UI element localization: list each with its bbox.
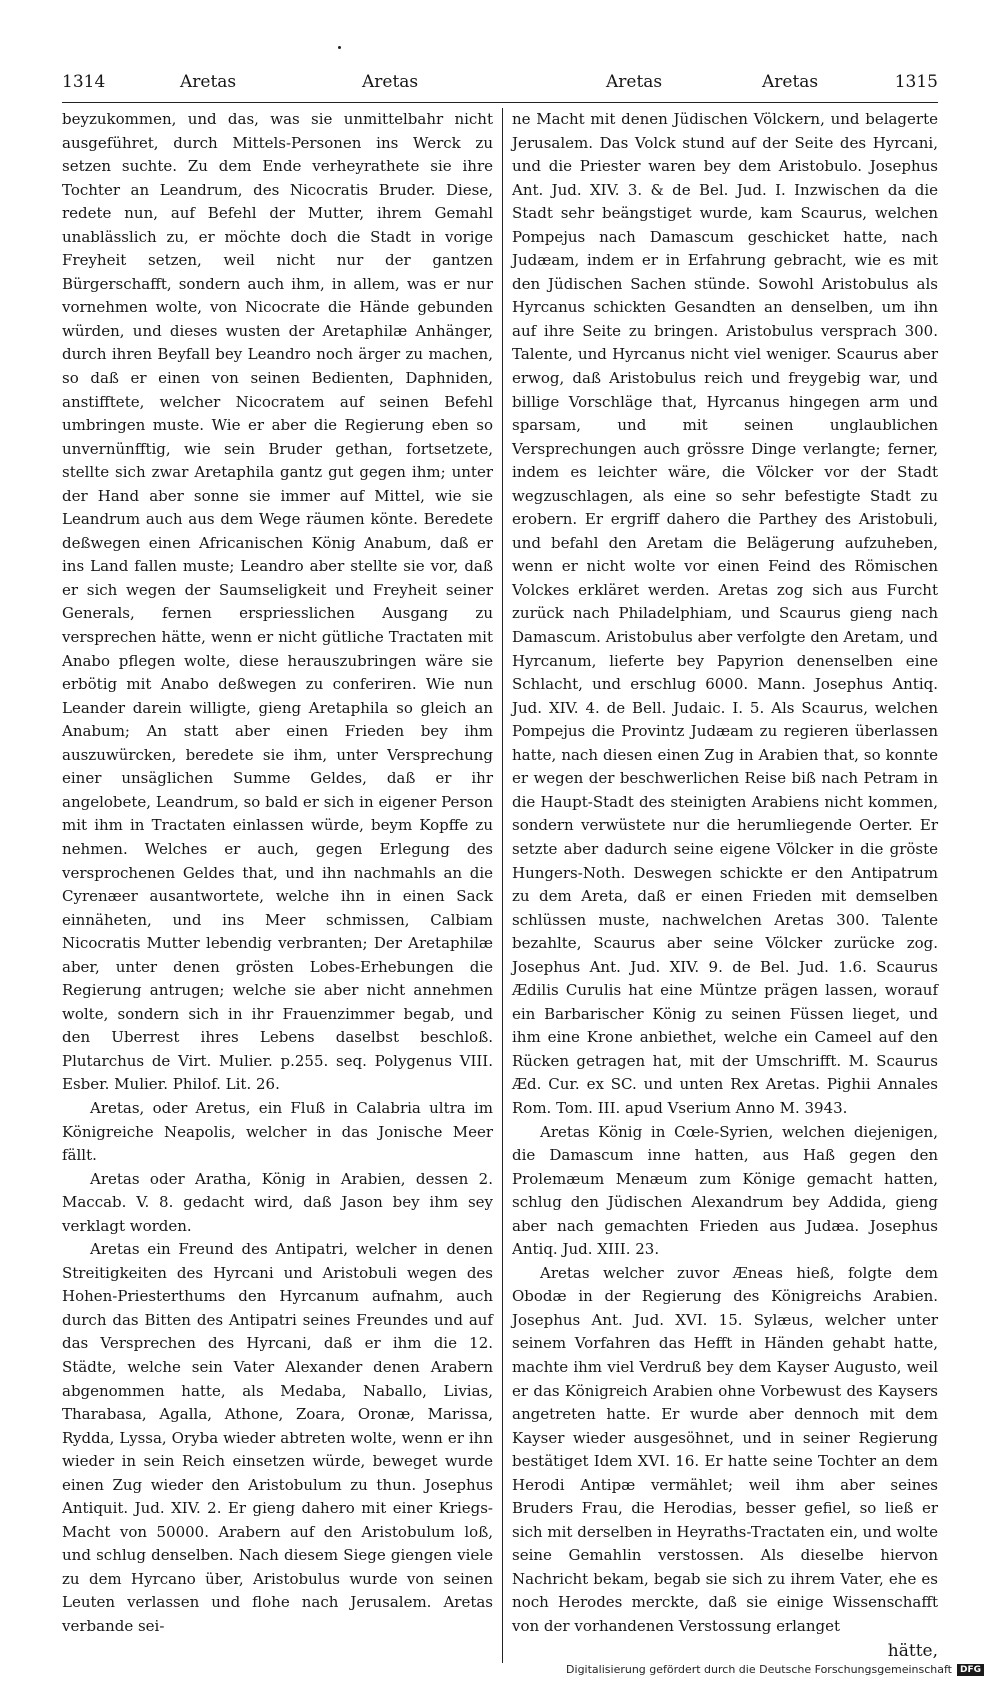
header-rule [62,102,938,103]
left-paragraph: beyzukommen, und das, was sie unmittelbahr nicht ausgeführet, durch Mittels-Personen ins Werck zu setzen suchte. Zu dem Ende verheyrathete sie ihre Tochter an Leandrum, des Nicocratis Bruder. Diese, redete nun, auf Befehl der Mutter, ihrem Gemahl unablässlich zu, er möchte doch die Stadt in vorige Freyheit setzen, weil nicht nur der gantzen Bürgerschafft, sondern auch ihm, in allem, was er nur vornehmen wolte, von Nicocrate die Hände gebunden würden, und dieses wusten der Aretaphilæ Anhänger, durch ihren Beyfall bey Leandro noch ärger zu machen, so daß er einen von seinen Bedienten, Daphniden, anstifftete, welcher Nicocratem auf seinen Befehl umbringen muste. Wie er aber die Regierung eben so unvernünfftig, wie sein Bruder gethan, fortsetzete, stellte sich zwar Aretaphila gantz gut gegen ihm; unter der Hand aber sonne sie immer auf Mittel, wie sie Leandrum auch aus dem Wege räumen könte. Beredete deßwegen einen Africanischen König Anabum, daß er ins Land fallen muste; Leandro aber stellte sie vor, daß er sich wegen der Saumseligkeit und Freyheit seiner Generals, fernen erspriesslichen Ausgang zu versprechen hätte, wenn er nicht gütliche Tractaten mit Anabo pflegen wolte, diese herauszubringen wäre sie erbötig mit Anabo deßwegen zu conferiren. Wie nun Leander darein willigte, gieng Aretaphila so gleich an Anabum; An statt aber einen Frieden bey ihm auszuwürcken, beredete sie ihm, unter Versprechung einer unsäglichen Summe Geldes, daß er ihr angelobete, Leandrum, so bald er sich in eigener Person mit ihm in Tractaten einlassen würde, beym Kopffe zu nehmen. Welches er auch, gegen Erlegung des versprochenen Geldes that, und ihn nachmahls an die Cyrenæer ausantwortete, welche ihn in einen Sack einnäheten, und ins Meer schmissen, Calbiam Nicocratis Mutter lebendig verbranten; Der Aretaphilæ aber, unter denen grösten Lobes-Erhebungen die Regierung antrugen; welche sie aber nicht annehmen wolte, sondern sich in ihr Frauenzimmer begab, und den Uberrest ihres Lebens daselbst beschloß. Plutarchus de Virt. Mulier. p.255. seq. Polygenus VIII. Esber. Mulier. Philof. Lit. 26. [62,110,493,1094]
page-number-right: 1315 [894,72,938,92]
print-speck [338,46,341,49]
footer-text: Digitalisierung gefördert durch die Deutsche Forschungsgemeinschaft [566,1663,952,1676]
page-number-left: 1314 [62,72,106,92]
column-divider [502,108,503,1663]
catchword: hätte, [887,1641,938,1661]
running-header [62,72,938,102]
running-head-right: Aretas [762,72,819,92]
entry-aretas-river: Aretas, oder Aretus, ein Fluß in Calabria ultra im Königreiche Neapolis, welcher in das Jonische Meer fällt. [62,1098,493,1165]
left-column [62,108,493,1639]
running-head-left: Aretas [180,72,237,92]
right-column [512,108,938,1639]
right-paragraph: ne Macht mit denen Jüdischen Völckern, und belagerte Jerusalem. Das Volck stund auf der Seite des Hyrcani, und die Priester waren bey dem Aristobulo. Josephus Ant. Jud. XIV. 3. & de Bel. Jud. I. Inzwischen da die Stadt sehr beängstiget wurde, kam Scaurus, welchen Pompejus nach Damascum geschicket hatte, nach Judæam, indem er in Erfahrung gebracht, wie es mit den Jüdischen Sachen stünde. Sowohl Aristobulus als Hyrcanus schickten Gesandten an denselben, um ihn auf ihre Seite zu bringen. Aristobulus versprach 300. Talente, und Hyrcanus nicht viel weniger. Scaurus aber erwog, daß Aristobulus reich und freygebig war, und billige Vorschläge that, Hyrcanus hingegen arm und sparsam, und mit seinen unglaublichen Versprechungen auch grössre Dinge verlangte; ferner, indem es leichter wäre, die Völcker vor der Stadt wegzuschlagen, als eine so sehr befestigte Stadt zu erobern. Er ergriff dahero die Parthey des Aristobuli, und befahl den Aretam die Belägerung aufzuheben, wenn er nicht wolte vor einen Feind des Römischen Volckes erkläret werden. Aretas zog sich aus Furcht zurück nach Philadelphiam, und Scaurus gieng nach Damascum. Aristobulus aber verfolgte den Aretam, und Hyrcanum, lieferte bey Papyrion denenselben eine Schlacht, und erschlug 6000. Mann. Josephus Antiq. Jud. XIV. 4. de Bell. Judaic. I. 5. Als Scaurus, welchen Pompejus die Provintz Judæam zu regieren überlassen hatte, nach diesen einen Zug in Arabien that, so konnte er wegen der beschwerlichen Reise biß nach Petram in die Haupt-Stadt des steinigten Arabiens nicht kommen, sondern verwüstete nur die herumliegende Oerter. Er setzte aber dadurch seine eigene Völcker in die gröste Hungers-Noth. Deswegen schickte er den Antipatrum zu dem Areta, daß er einen Frieden mit demselben schlüssen muste, nachwelchen Aretas 300. Talente bezahlte, Scaurus aber seine Völcker zurücke zog. Josephus Ant. Jud. XIV. 9. de Bel. Jud. 1.6. Scaurus Ædilis Curulis hat eine Müntze prägen lassen, worauf ein Barbarischer König zu seinen Füssen lieget, und ihm eine Krone anbiethet, welche ein Cameel auf den Rücken getragen hat, mit der Umschrifft. M. Scaurus Æd. Cur. ex SC. und unten Rex Aretas. Pighii Annales Rom. Tom. III. apud Vserium Anno M. 3943. [512,110,938,1117]
entry-aretas-aratha: Aretas oder Aratha, König in Arabien, dessen 2. Maccab. V. 8. gedacht wird, daß Jason bey ihm sey verklagt worden. [62,1169,493,1235]
entry-aretas-aeneas: Aretas welcher zuvor Æneas hieß, folgte dem Obodæ in der Regierung des Königreichs Arabien. Josephus Ant. Jud. XVI. 15. Sylæus, welcher unter seinem Vorfahren das Hefft in Händen gehabt hatte, machte ihm viel Verdruß bey dem Kayser Augusto, weil er das Königreich Arabien ohne Vorbewust des Kaysers angetreten hatte. Er wurde aber dennoch mit dem Kayser wieder ausgesöhnet, und in seiner Regierung bestätiget Idem XVI. 16. Er hatte seine Tochter an dem Herodi Antipæ vermählet; weil ihm aber seines Bruders Frau, die Herodias, besser gefiel, so ließ er sich mit derselben in Heyraths-Tractaten ein, und wolte seine Gemahlin verstossen. Als dieselbe hiervon Nachricht bekam, begab sie sich zu ihrem Vater, ehe es noch Herodes merckte, daß sie einige Wissenschafft von der vorhandenen Verstossung erlanget [512,1263,938,1635]
footer-credit [566,1663,984,1676]
running-head-right-center: Aretas [606,72,663,92]
running-head-left-center: Aretas [362,72,419,92]
dfg-logo-icon: DFG [957,1664,984,1676]
entry-aretas-coele-syria: Aretas König in Cœle-Syrien, welchen diejenigen, die Damascum inne hatten, aus Haß gegen den Prolemæum Menæum zum Könige gemacht hatten, schlug den Jüdischen Alexandrum bey Addida, gieng aber nach gemachten Frieden aus Judæa. Josephus Antiq. Jud. XIII. 23. [512,1122,938,1259]
entry-aretas-friend-antipatri: Aretas ein Freund des Antipatri, welcher in denen Streitigkeiten des Hyrcani und Aristobuli wegen des Hohen-Priesterthums den Hyrcanum aufnahm, auch durch das Bitten des Antipatri seines Freundes und auf das Versprechen des Hyrcani, daß er ihm die 12. Städte, welche sein Vater Alexander denen Arabern abgenommen hatte, als Medaba, Naballo, Livias, Tharabasa, Agalla, Athone, Zoara, Oronæ, Marissa, Rydda, Lyssa, Oryba wieder abtreten wolte, wenn er ihn wieder in sein Reich einsetzen würde, beweget wurde einen Zug wieder den Aristobulum zu thun. Josephus Antiquit. Jud. XIV. 2. Er gieng dahero mit einer Kriegs-Macht von 50000. Arabern auf den Aristobulum loß, und schlug denselben. Nach diesem Siege giengen viele zu dem Hyrcano über, Aristobulus wurde von seinen Leuten verlassen und flohe nach Jerusalem. Aretas verbande sei- [62,1240,493,1635]
